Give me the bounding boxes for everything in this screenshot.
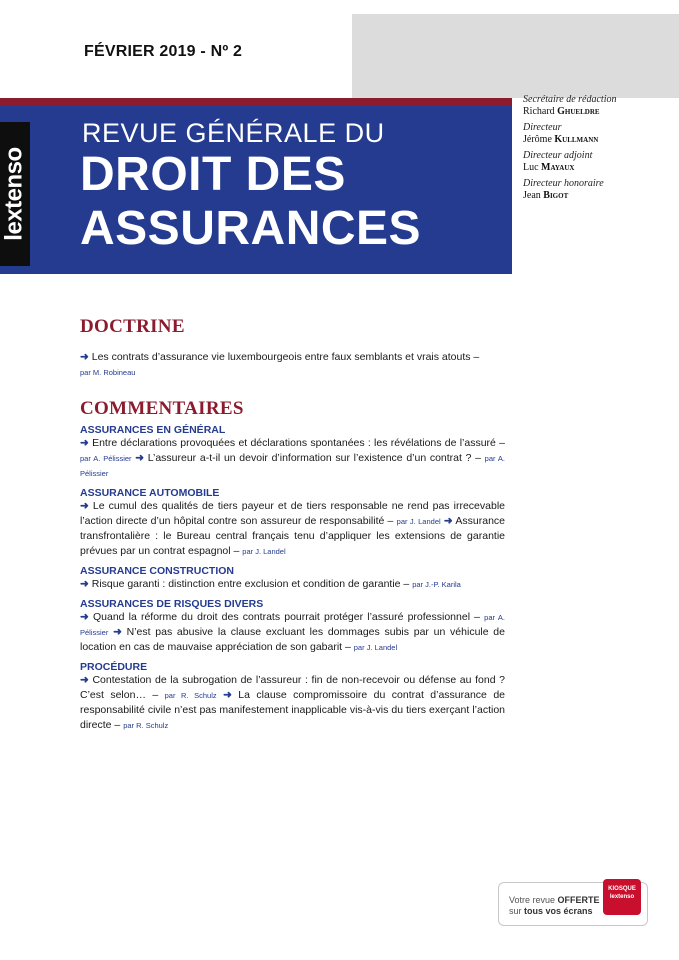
- subsection-heading: ASSURANCES DE RISQUES DIVERS: [80, 598, 264, 610]
- journal-title: [80, 148, 421, 256]
- author-credit: par J. Landel: [353, 643, 398, 652]
- staff-role: Directeur adjoint: [523, 150, 593, 161]
- journal-title-line1: REVUE GÉNÉRALE DU: [82, 118, 385, 148]
- arrow-icon: ➜: [113, 626, 122, 638]
- arrow-icon: ➜: [135, 452, 145, 464]
- subsection-heading: ASSURANCES EN GÉNÉRAL: [80, 424, 226, 436]
- staff-name: Jérôme Kullmann: [523, 134, 599, 145]
- toc-entry[interactable]: ➜ Contestation de la subrogation de l’assureur : fin de non-recevoir ou défense au fond ? C’est selon… – par R. Schulz ➜ La clause compromissoire du contrat d’assurance de responsabilité civile n’est pas manifestement inapplicable vis-à-vis du tiers exerçant l’action directe – par R. Schulz: [80, 674, 506, 731]
- arrow-icon: ➜: [80, 578, 89, 590]
- arrow-icon: ➜: [443, 515, 453, 527]
- author-credit: par J. Landel: [242, 547, 286, 556]
- toc-entry[interactable]: ➜ Quand la réforme du droit des contrats pourrait protéger l’assuré professionnel – par A. Pélissier ➜ N’est pas abusive la clause excluant les dommages subis par un véhicule de location en cas de mauvaise appréciation de son gabarit – par J. Landel: [80, 611, 505, 653]
- author-credit: par R. Schulz: [123, 721, 169, 730]
- badge-text: Votre revue OFFERTE sur tous vos écrans: [509, 895, 600, 916]
- arrow-icon: ➜: [80, 437, 89, 449]
- header-red-bar: [0, 98, 512, 106]
- author-credit: par A. Pélissier: [80, 454, 506, 478]
- staff-name: Luc Mayaux: [523, 162, 575, 173]
- author-credit: par J.-P. Karila: [412, 580, 461, 589]
- editorial-staff: [523, 94, 673, 206]
- table-of-contents: [80, 316, 505, 733]
- arrow-icon: ➜: [80, 674, 89, 686]
- author-credit: par M. Robineau: [80, 368, 136, 377]
- header-grey-panel: [352, 14, 679, 98]
- subsection-heading: ASSURANCE CONSTRUCTION: [80, 565, 235, 577]
- staff-name: Richard Ghueldre: [523, 106, 600, 117]
- arrow-icon: ➜: [223, 689, 232, 701]
- arrow-icon: ➜: [80, 351, 89, 363]
- arrow-icon: ➜: [80, 500, 89, 512]
- author-credit: par J. Landel: [396, 517, 441, 526]
- author-credit: par A. Pélissier: [80, 454, 132, 463]
- journal-title-line2: DROIT DES: [80, 148, 346, 201]
- toc-entry[interactable]: ➜ Les contrats d’assurance vie luxembourgeois entre faux semblants et vrais atouts – par M. Robineau: [80, 351, 480, 377]
- staff-name: Jean Bigot: [523, 190, 569, 201]
- toc-entry[interactable]: ➜ Le cumul des qualités de tiers payeur et de tiers responsable ne rend pas irrecevable l’action directe d’un hôpital contre son assureur de responsabilité – par J. Landel ➜ Assurance transfrontalière : le Bureau central français tenu d’appliquer les extensions de garantie prévues par un contrat espagnol – par J. Landel: [80, 500, 506, 557]
- journal-title-line3: ASSURANCES: [80, 202, 422, 255]
- section-commentaires-title: COMMENTAIRES: [80, 398, 244, 419]
- staff-role: Secrétaire de rédaction: [523, 94, 617, 105]
- toc-entry[interactable]: ➜ Risque garanti : distinction entre exclusion et condition de garantie – par J.-P. Karila: [80, 578, 461, 590]
- subsection-heading: ASSURANCE AUTOMOBILE: [80, 487, 220, 499]
- staff-role: Directeur: [523, 122, 562, 133]
- author-credit: par A. Pélissier: [80, 613, 505, 637]
- section-doctrine-title: DOCTRINE: [80, 316, 185, 337]
- staff-role: Directeur honoraire: [523, 178, 604, 189]
- arrow-icon: ➜: [80, 611, 89, 623]
- author-credit: par R. Schulz: [164, 691, 217, 700]
- kiosque-lextenso-logo: KIOSQUE lextenso: [603, 879, 641, 915]
- subsection-heading: PROCÉDURE: [80, 661, 148, 673]
- issue-date: FÉVRIER 2019 - Nº 2: [84, 43, 243, 60]
- lextenso-logo: lextenso: [0, 122, 30, 266]
- kiosk-badge[interactable]: [498, 882, 648, 926]
- toc-entry[interactable]: ➜ Entre déclarations provoquées et déclarations spontanées : les révélations de l’assuré – par A. Pélissier ➜ L’assureur a-t-il un devoir d’information sur l’existence d’un contrat ? – par A. Pélissier: [80, 437, 506, 478]
